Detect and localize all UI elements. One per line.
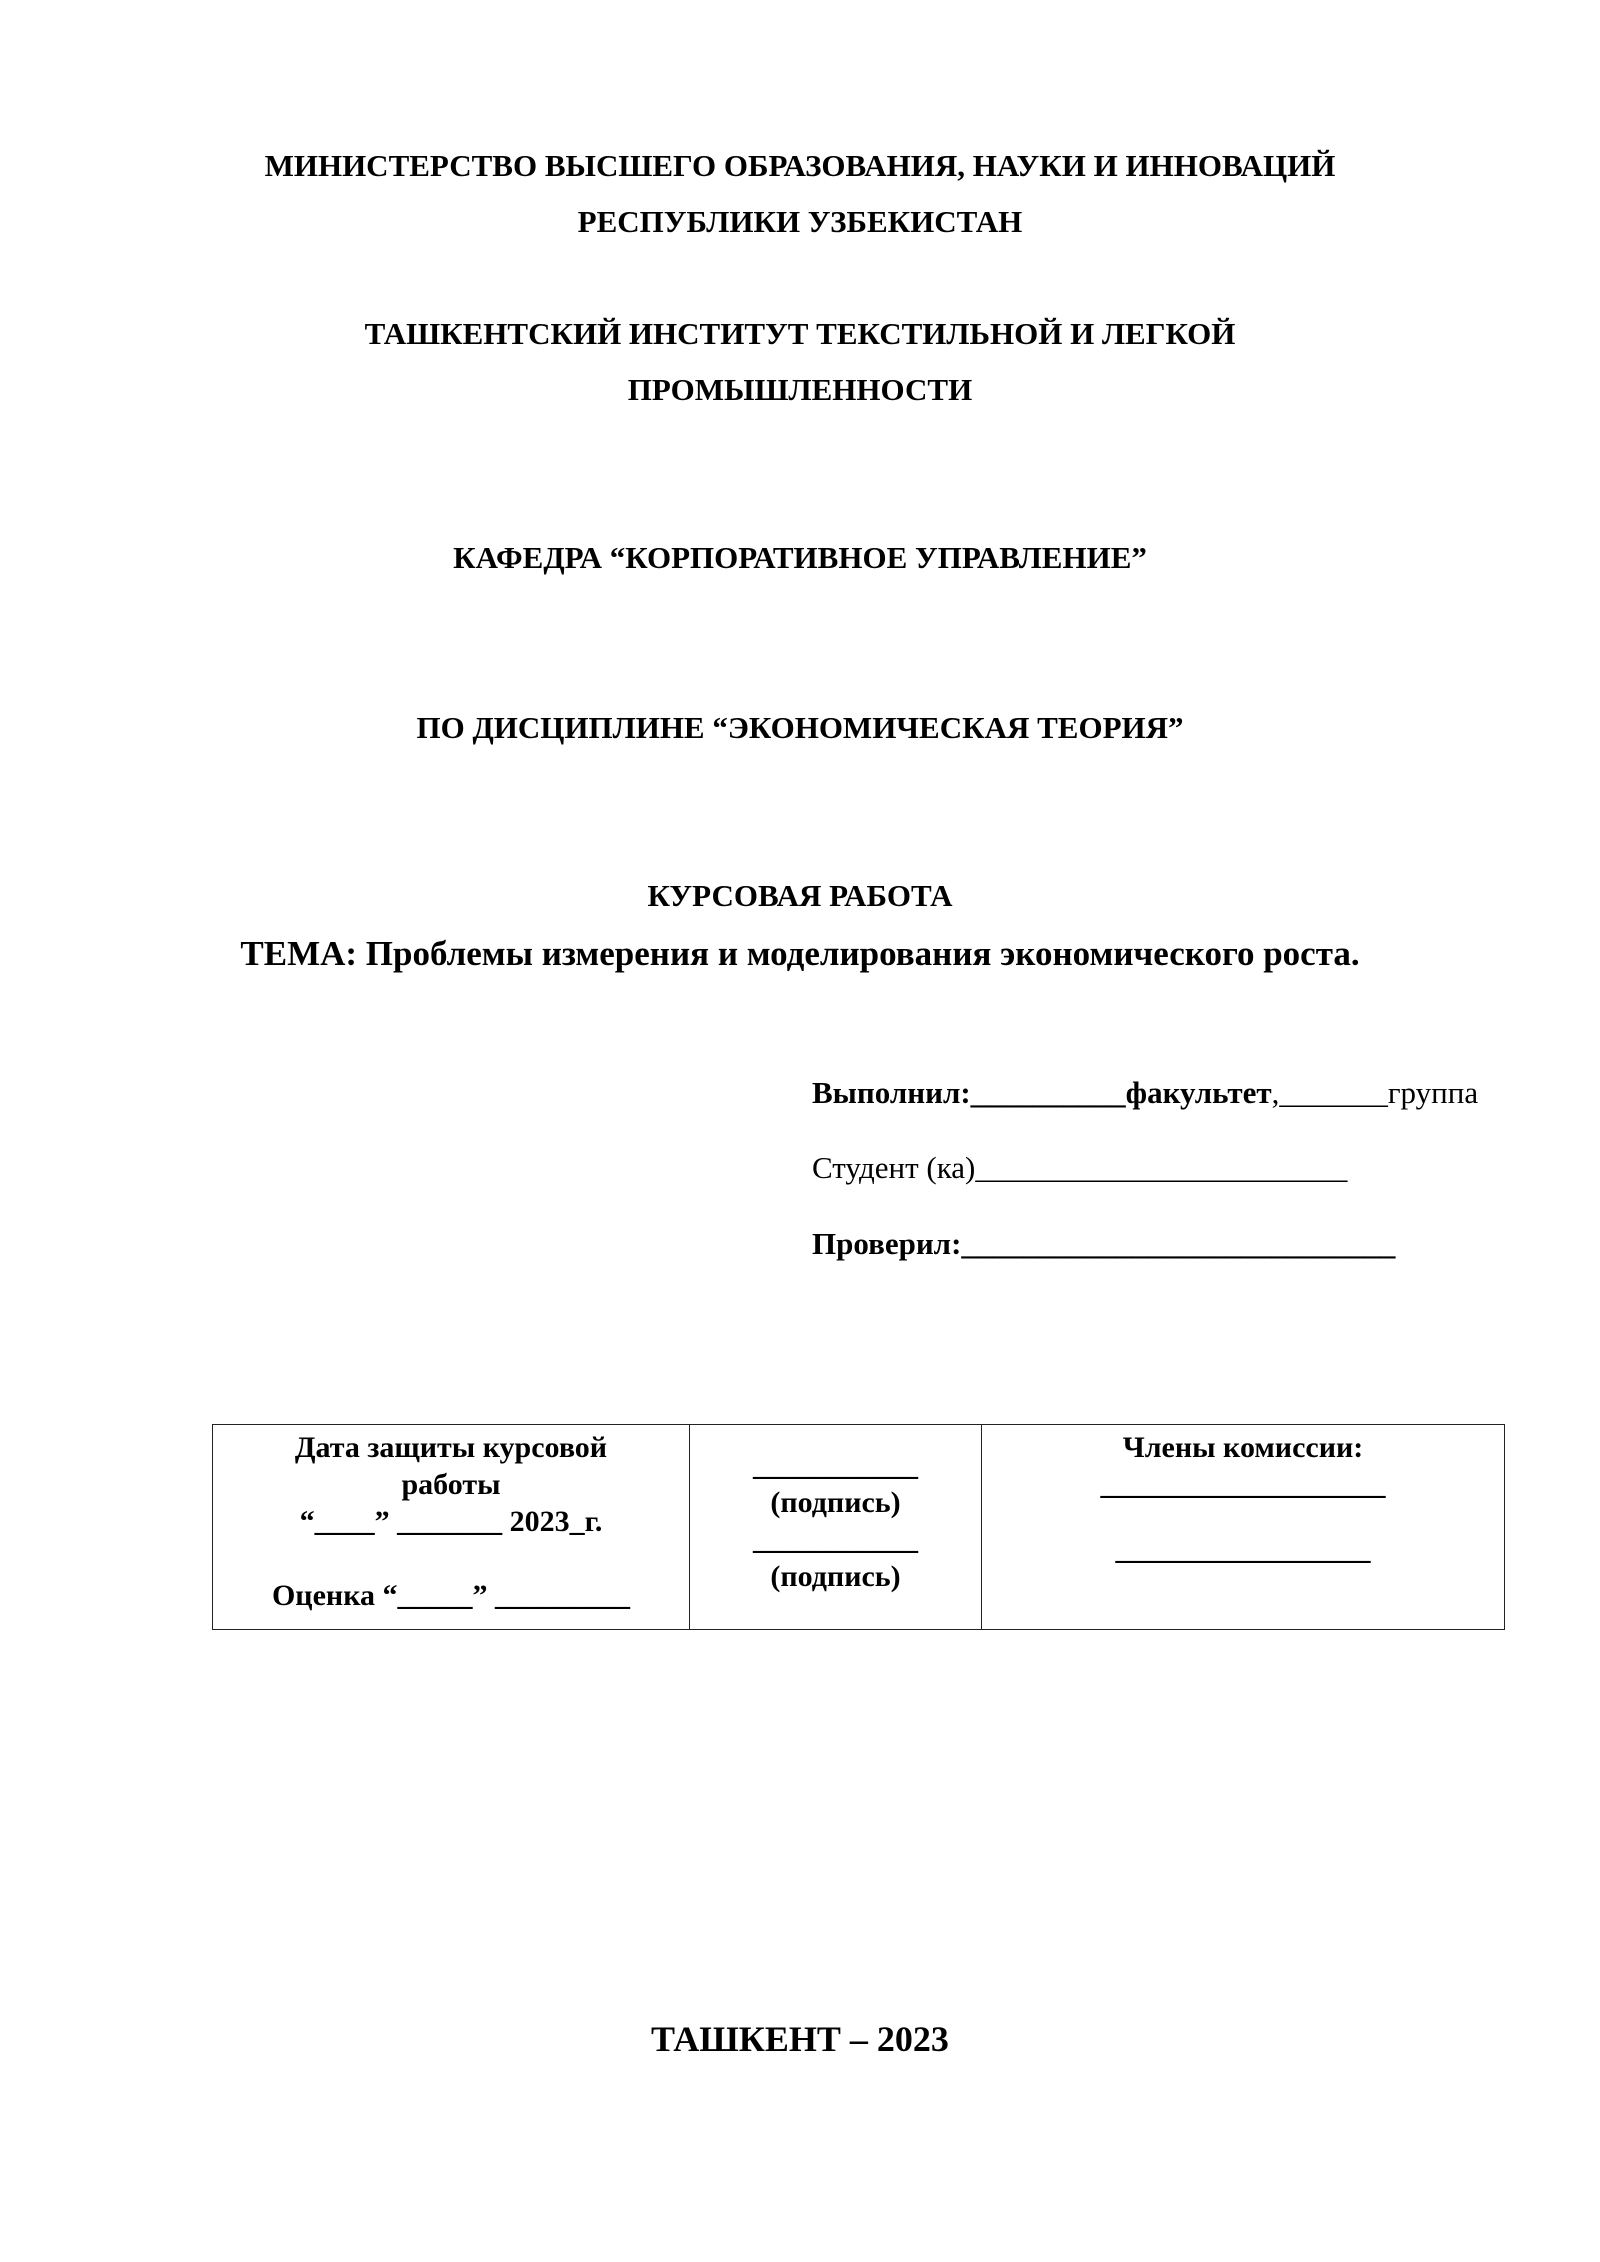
performed-blank: __________	[970, 1075, 1126, 1110]
signature-label-1: (подпись)	[770, 1486, 901, 1519]
group-blank: ,_______	[1271, 1075, 1388, 1110]
checked-blank: ____________________________	[961, 1226, 1396, 1261]
commission-table	[212, 1424, 1505, 1630]
faculty-label: факультет	[1125, 1075, 1272, 1110]
city-year: ТАШКЕНТ – 2023	[651, 2019, 949, 2059]
performed-label: Выполнил:	[812, 1075, 971, 1110]
signature-cell	[690, 1425, 982, 1630]
student-label: Студент (ка)	[812, 1150, 976, 1185]
institute-line-1: ТАШКЕНТСКИЙ ИНСТИТУТ ТЕКСТИЛЬНОЙ И ЛЕГКОЙ	[364, 316, 1236, 351]
defense-date-title-1: Дата защиты курсовой	[294, 1431, 608, 1464]
defense-date-cell	[213, 1425, 690, 1630]
defense-date-title-2: работы	[401, 1468, 501, 1501]
commission-member-blank-1: ___________________	[1100, 1468, 1386, 1501]
work-topic: ТЕМА: Проблемы измерения и моделирования экономического роста.	[240, 934, 1360, 973]
checked-line	[812, 1226, 1395, 1262]
commission-members-cell	[982, 1425, 1505, 1630]
commission-members-title: Члены комиссии:	[1122, 1431, 1364, 1464]
performed-line	[812, 1075, 1478, 1111]
student-line	[812, 1150, 1347, 1186]
commission-member-blank-2: _________________	[1115, 1533, 1371, 1566]
student-blank: ________________________	[975, 1150, 1348, 1185]
department-title: КАФЕДРА “КОРПОРАТИВНОЕ УПРАВЛЕНИЕ”	[453, 540, 1147, 575]
ministry-line-1: МИНИСТЕРСТВО ВЫСШЕГО ОБРАЗОВАНИЯ, НАУКИ И ИННОВАЦИЙ	[264, 148, 1336, 183]
defense-date-value: “____” _______ 2023_г.	[299, 1505, 603, 1538]
grade-line: Оценка “_____” _________	[271, 1579, 631, 1612]
signature-blank-1: ___________	[753, 1449, 918, 1482]
checked-label: Проверил:	[812, 1226, 962, 1261]
ministry-line-2: РЕСПУБЛИКИ УЗБЕКИСТАН	[577, 204, 1023, 239]
institute-line-2: ПРОМЫШЛЕННОСТИ	[627, 372, 973, 407]
signature-blank-2: ___________	[753, 1523, 918, 1556]
group-label: группа	[1387, 1075, 1479, 1110]
work-type: КУРСОВАЯ РАБОТА	[647, 878, 953, 913]
discipline-title: ПО ДИСЦИПЛИНЕ “ЭКОНОМИЧЕСКАЯ ТЕОРИЯ”	[416, 710, 1184, 745]
signature-label-2: (подпись)	[770, 1560, 901, 1593]
